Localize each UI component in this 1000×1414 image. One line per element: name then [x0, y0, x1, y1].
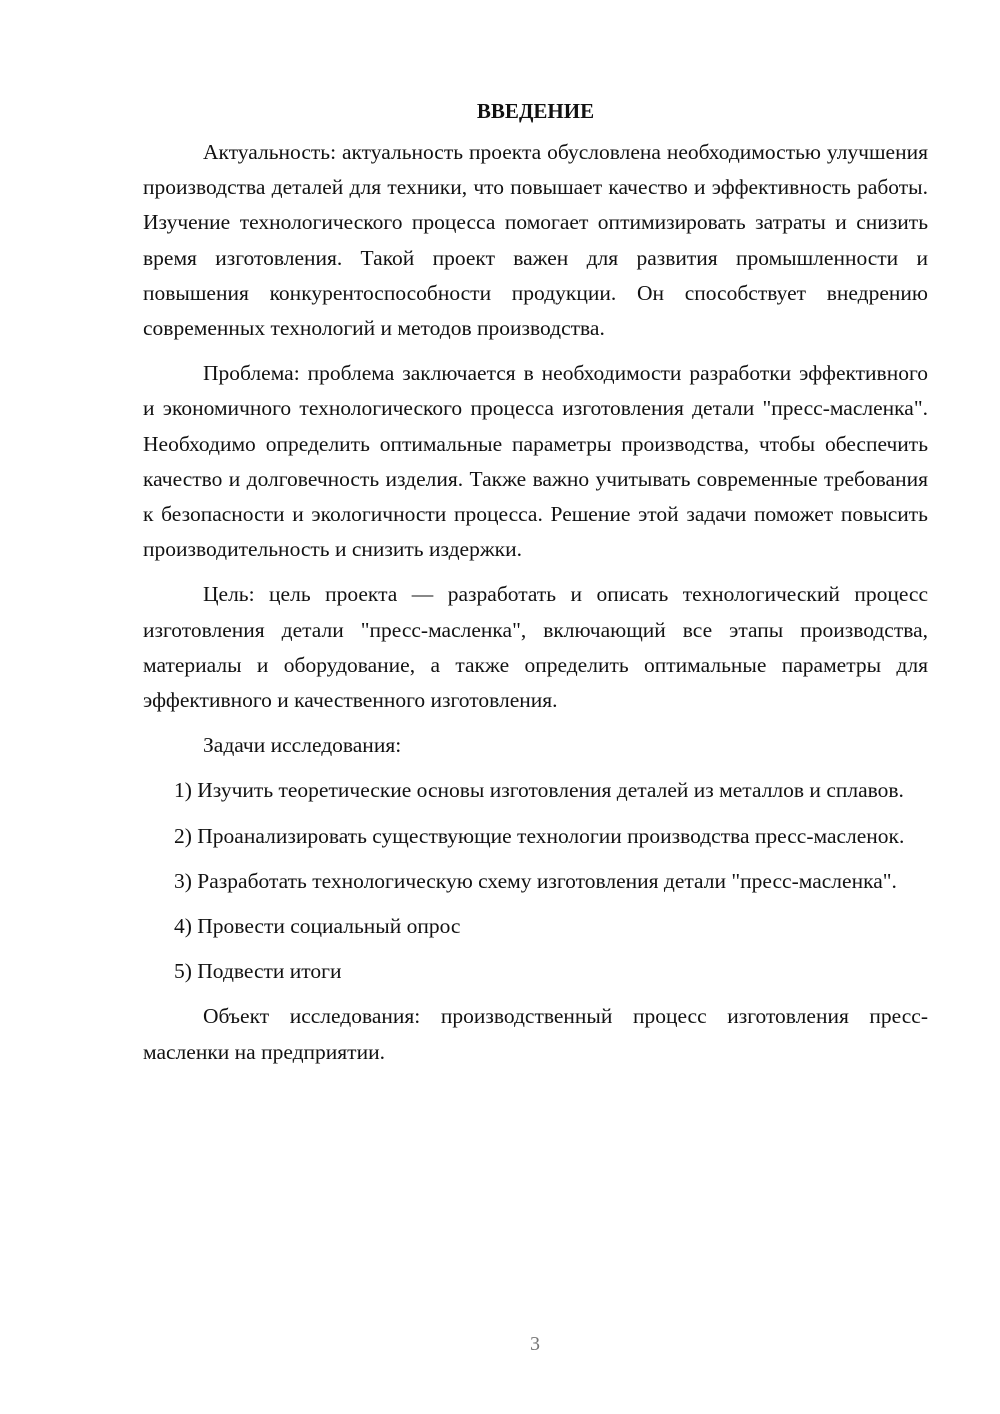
- page-title: ВВЕДЕНИЕ: [476, 99, 595, 123]
- task-item-4: 4) Провести социальный опрос: [174, 914, 461, 939]
- paragraph-relevance: Актуальность: актуальность проекта обусловлена необходимостью улучшения производства деталей для техники, что повышает качество и эффективность работы. Изучение технологического процесса помогает оптимизировать затраты и снизить время изготовления. Такой проект важен для развития промышленности и повышения конкурентоспособности продукции. Он способствует внедрению современных технологий и методов производства.: [143, 140, 928, 341]
- task-item-2: 2) Проанализировать существующие технологии производства пресс-масленок.: [174, 823, 905, 848]
- paragraph-problem: Проблема: проблема заключается в необходимости разработки эффективного и экономичного технологического процесса изготовления детали "пресс-масленка". Необходимо определить оптимальные параметры производства, чтобы обеспечить качество и долговечность изделия. Также важно учитывать современные требования к безопасности и экологичности процесса. Решение этой задачи поможет повысить производительность и снизить издержки.: [143, 361, 928, 562]
- paragraph-goal: Цель: цель проекта — разработать и описать технологический процесс изготовления детали "пресс-масленка", включающий все этапы производства, материалы и оборудование, а также определить оптимальные параметры для эффективного и качественного изготовления.: [143, 582, 928, 713]
- task-item-3: 3) Разработать технологическую схему изготовления детали "пресс-масленка".: [174, 868, 897, 893]
- page-number: 3: [530, 1333, 540, 1355]
- paragraph-object: Объект исследования: производственный процесс изготовления пресс-масленки на предприятии.: [143, 1004, 928, 1064]
- task-item-1: 1) Изучить теоретические основы изготовления деталей из металлов и сплавов.: [174, 778, 904, 803]
- tasks-title: Задачи исследования:: [203, 733, 402, 758]
- task-item-5: 5) Подвести итоги: [174, 959, 342, 984]
- document-page: [143, 94, 928, 1080]
